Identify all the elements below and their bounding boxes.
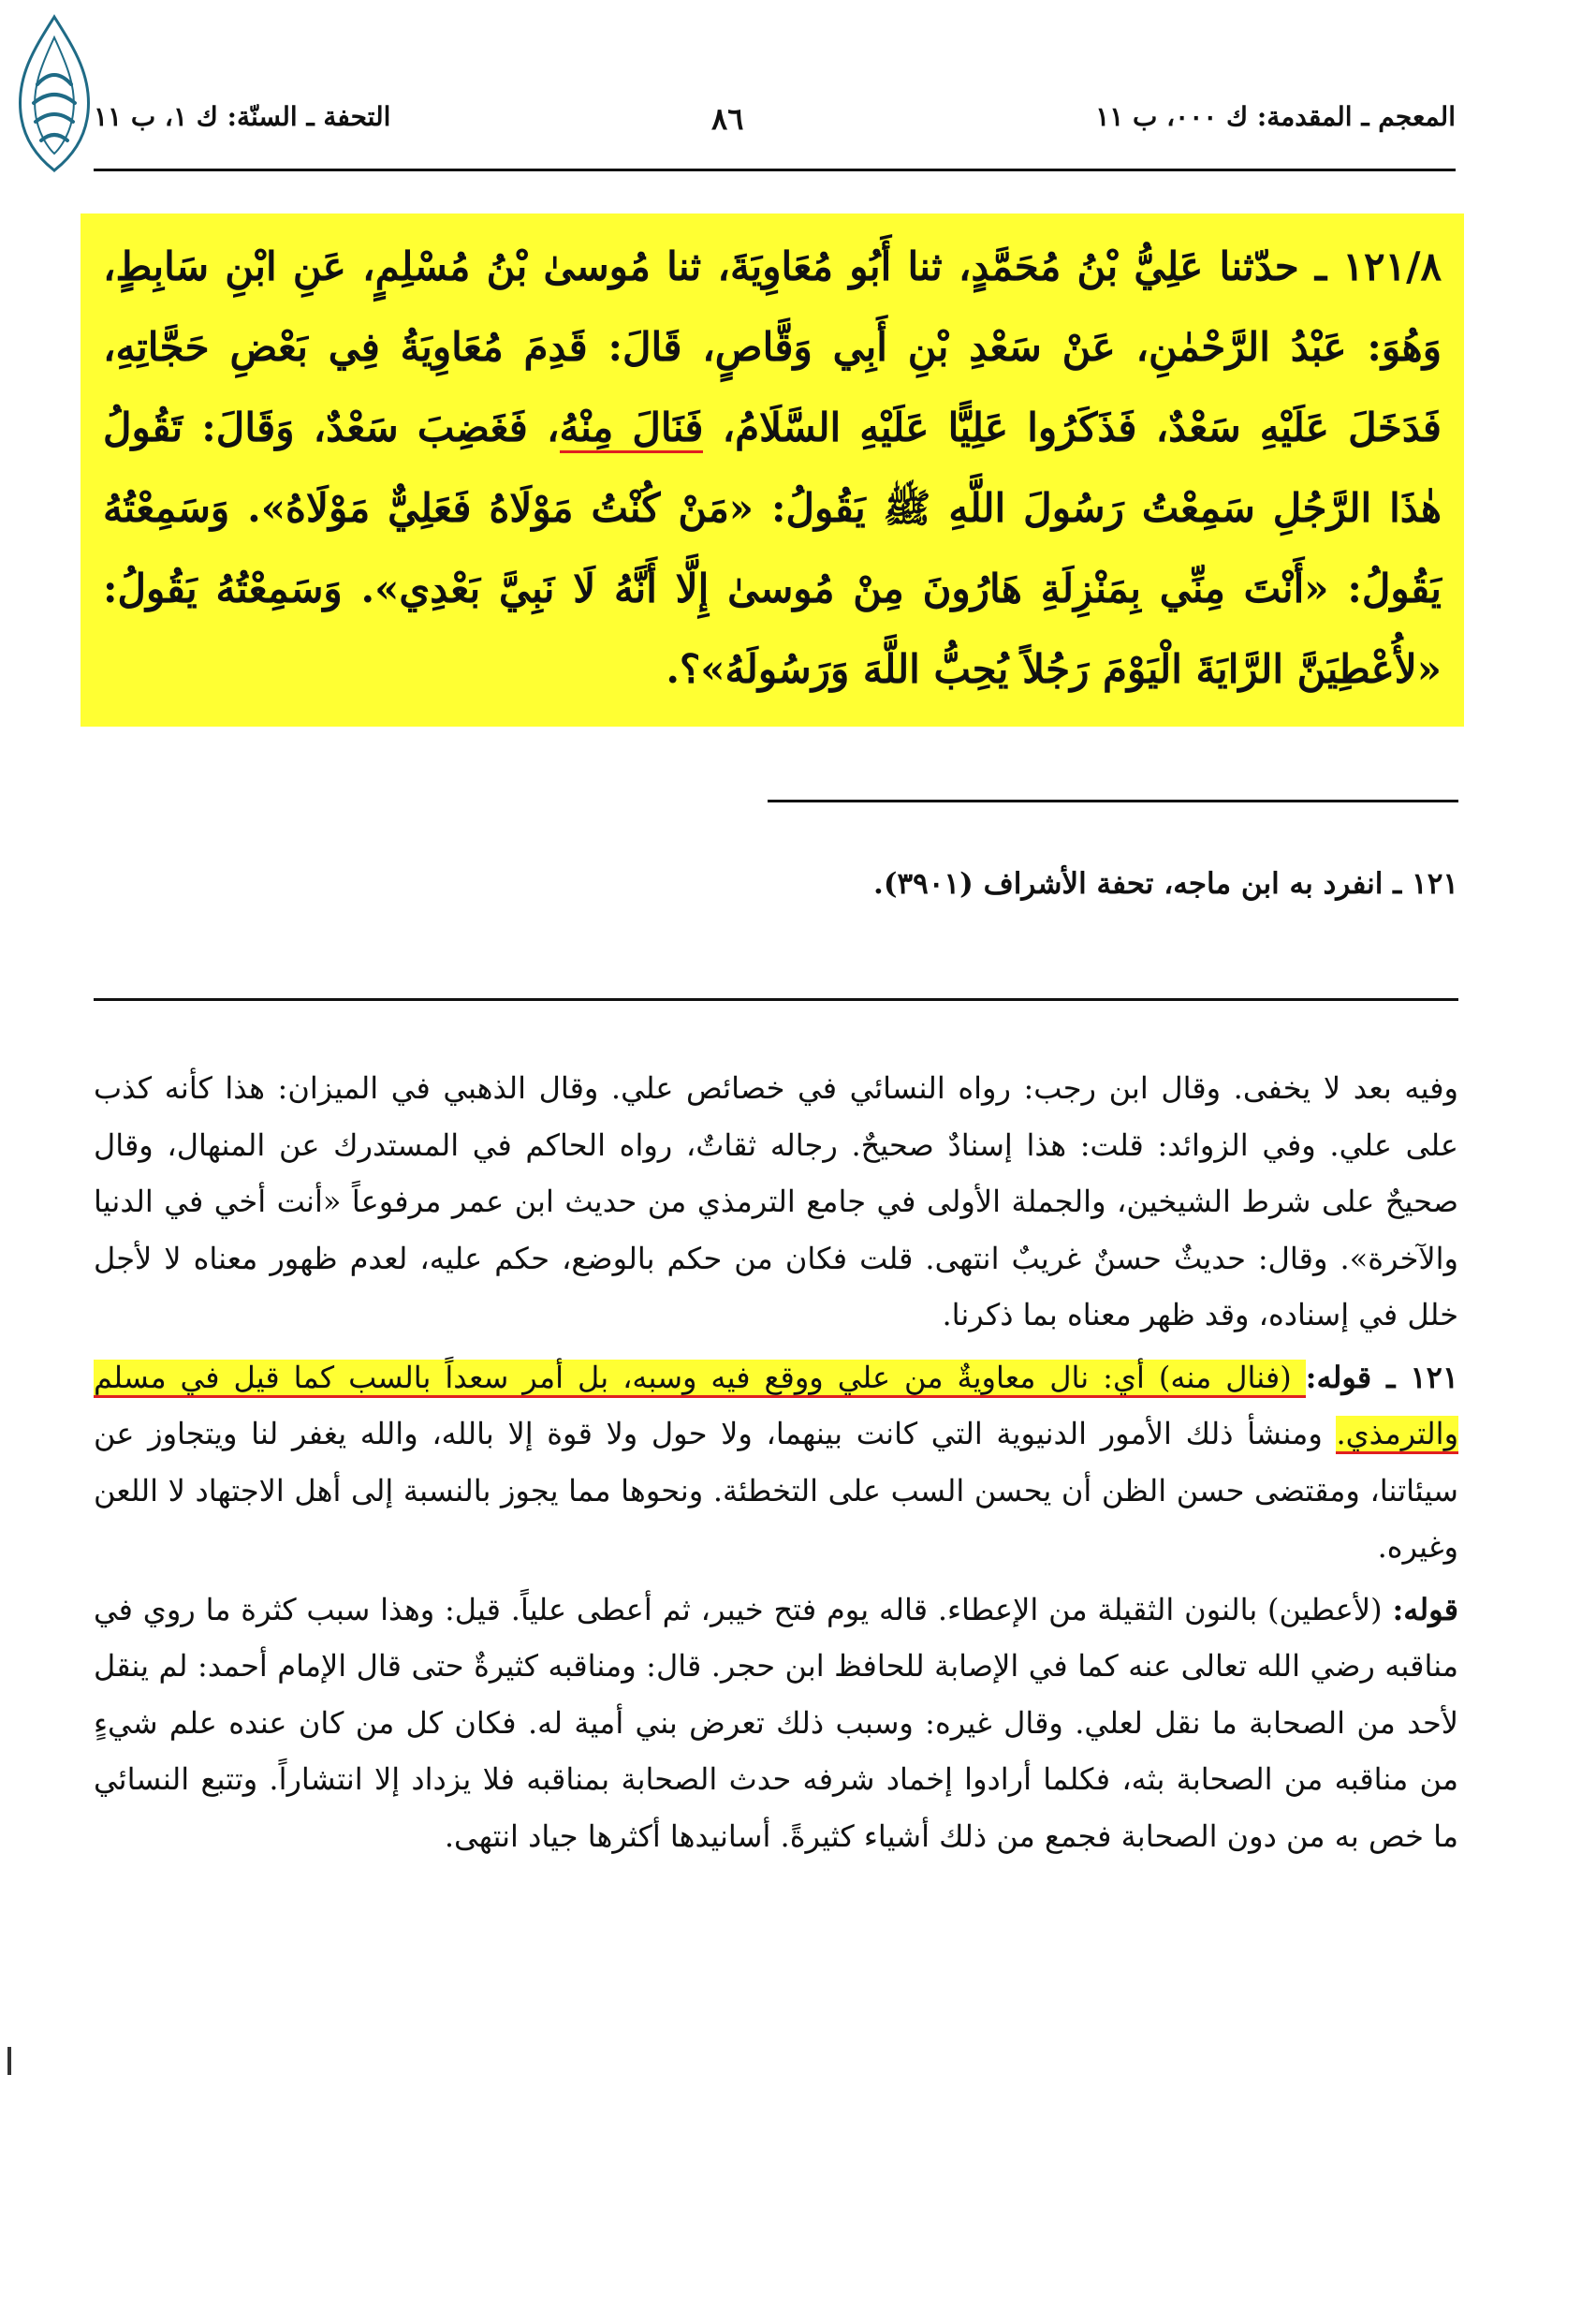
hadith-text-part1: ١٢١/٨ ـ حدّثنا عَلِيُّ بْنُ مُحَمَّدٍ، ثنا أَبُو مُعَاوِيَةَ، ثنا مُوسىٰ بْنُ مُسْلِمٍ، عَنِ ابْنِ سَابِطٍ، وَهُوَ: عَبْدُ الرَّحْمٰنِ، عَنْ سَعْدِ بْنِ أَبِي وَقَّاصٍ، قَالَ: قَدِمَ مُعَاوِيَةُ فِي بَعْضِ حَجَّاتِهِ، فَدَخَلَ عَلَيْهِ سَعْدٌ، فَذَكَرُوا عَلِيًّا عَلَيْهِ السَّلَامُ، (103, 243, 1442, 450)
footnote: ١٢١ ـ انفرد به ابن ماجه، تحفة الأشراف (٣٩٠١). (873, 867, 1458, 901)
commentary-paragraph-2 (94, 1349, 1458, 1576)
hadith-underlined-phrase: فَنَالَ مِنْهُ (560, 405, 704, 453)
footnote-divider (768, 800, 1458, 802)
commentary-3-lead: قوله: (1392, 1591, 1458, 1627)
watermark-logo (7, 9, 101, 178)
commentary-paragraph-3 (94, 1582, 1458, 1865)
header-divider (94, 169, 1456, 171)
header-left-reference: التحفة ـ السنّة: ك ١، ب ١١ (94, 101, 391, 132)
commentary-2-highlight: (فنال منه) أي: نال معاويةٌ من علي ووقع فيه وسبه، بل أمر سعداً بالسب كما قيل في مسلم والترمذي. (94, 1360, 1458, 1455)
margin-mark (7, 2047, 11, 2075)
commentary-paragraph-1: وفيه بعد لا يخفى. وقال ابن رجب: رواه النسائي في خصائص علي. وقال الذهبي في الميزان: هذا كأنه كذب على علي. وفي الزوائد: قلت: هذا إسنادٌ صحيحٌ. رجاله ثقاتٌ، رواه الحاكم في المستدرك عن المنهال، وقال صحيحٌ على شرط الشيخين، والجملة الأولى في جامع الترمذي من حديث ابن عمر مرفوعاً «أنت أخي في الدنيا والآخرة». وقال: حديثٌ حسنٌ غريبٌ انتهى. قلت فكان من حكم بالوضع، حكم عليه، لعدم ظهور معناه لا لأجل خلل في إسناده، وقد ظهر معناه بما ذكرنا. (94, 1070, 1459, 1332)
commentary (94, 1060, 1458, 1870)
page-number: ٨٦ (711, 101, 744, 137)
commentary-divider (94, 998, 1458, 1001)
commentary-2-lead: ١٢١ ـ قوله: (1305, 1359, 1459, 1395)
page-header (94, 101, 1456, 157)
header-right-reference: المعجم ـ المقدمة: ك ٠٠٠، ب ١١ (1095, 101, 1456, 132)
hadith-text-box (81, 213, 1464, 727)
commentary-2-rest: ومنشأ ذلك الأمور الدنيوية التي كانت بينهما، ولا حول ولا قوة إلا بالله، والله يغفر لنا ويتجاوز عن سيئاتنا، ومقتضى حسن الظن أن يحسن السب على التخطئة. ونحوها مما يجوز بالنسبة إلى أهل الاجتهاد لا اللعن وغيره. (94, 1416, 1458, 1565)
hadith-text-part2: ، فَغَضِبَ سَعْدٌ، وَقَالَ: تَقُولُ هٰذَا الرَّجُلِ سَمِعْتُ رَسُولَ اللَّهِ ﷺ يَقُولُ: «مَنْ كُنْتُ مَوْلَاهُ فَعَلِيٌّ مَوْلَاهُ». وَسَمِعْتُهُ يَقُولُ: «أَنْتَ مِنِّي بِمَنْزِلَةِ هَارُونَ مِنْ مُوسىٰ إِلَّا أَنَّهُ لَا نَبِيَّ بَعْدِي». وَسَمِعْتُهُ يَقُولُ: «لأُعْطِيَنَّ الرَّايَةَ الْيَوْمَ رَجُلاً يُحِبُّ اللَّهَ وَرَسُولَهُ»؟. (103, 405, 1442, 692)
commentary-3-rest: (لأعطين) بالنون الثقيلة من الإعطاء. قاله يوم فتح خيبر، ثم أعطى علياً. قيل: وهذا سبب كثرة ما روي في مناقبه رضي الله تعالى عنه كما في الإصابة للحافظ ابن حجر. قال: ومناقبه كثيرةٌ حتى قال الإمام أحمد: لم ينقل لأحد من الصحابة ما نقل لعلي. وقال غيره: وسبب ذلك تعرض بني أمية له. فكان كل من كان عنده علم شيءٍ من مناقبه من الصحابة بثه، فكلما أرادوا إخماد شرفه حدث الصحابة بمناقبه فلا يزداد إلا انتشاراً. وتتبع النسائي ما خص به من دون الصحابة فجمع من ذلك أشياء كثيرةً. أسانيدها أكثرها جياد انتهى. (94, 1591, 1459, 1854)
